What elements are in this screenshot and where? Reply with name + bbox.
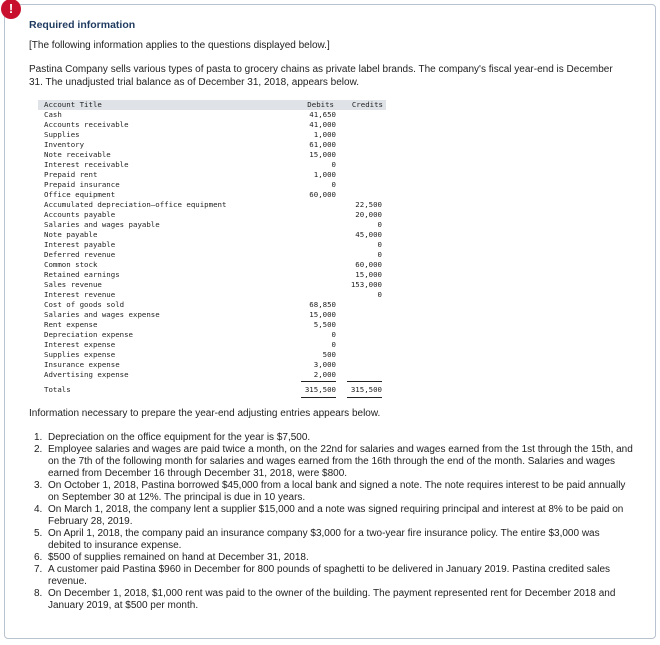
- totals-debit: 315,500: [304, 385, 336, 394]
- account-title: Supplies: [44, 130, 80, 139]
- debit-amount: 0: [331, 160, 336, 169]
- table-row: [38, 240, 386, 250]
- table-row: [38, 180, 386, 190]
- table-row: [38, 370, 386, 380]
- list-item: [34, 528, 634, 552]
- list-item: [34, 480, 634, 504]
- debit-amount: 41,000: [309, 120, 336, 129]
- table-header: [38, 100, 386, 110]
- table-row: [38, 330, 386, 340]
- account-title: Salaries and wages expense: [44, 310, 160, 319]
- debit-amount: 15,000: [309, 310, 336, 319]
- adjusting-info-list: [34, 432, 634, 612]
- account-title: Depreciation expense: [44, 330, 133, 339]
- table-row: [38, 260, 386, 270]
- account-title: Note receivable: [44, 150, 111, 159]
- table-row: [38, 140, 386, 150]
- item-text: Employee salaries and wages are paid twice a month, on the 22nd for salaries and wages earned from the 1st through the 15th, and on the 7th of the following month for salaries and wages earned from the 16th through the end of the month. Salaries and wages earned from December 16 through December 31, 2018, were $800.: [48, 444, 633, 479]
- credit-amount: 0: [377, 250, 382, 259]
- list-item: [34, 564, 634, 588]
- account-title: Prepaid insurance: [44, 180, 120, 189]
- table-row: [38, 340, 386, 350]
- item-number: 3.: [34, 480, 43, 491]
- account-title: Cash: [44, 110, 62, 119]
- account-title: Interest payable: [44, 240, 116, 249]
- debit-amount: 1,000: [313, 130, 336, 139]
- table-row: [38, 210, 386, 220]
- account-title: Deferred revenue: [44, 250, 116, 259]
- header-debits: Debits: [307, 100, 334, 109]
- credit-amount: 0: [377, 220, 382, 229]
- totals-credit: 315,500: [350, 385, 382, 394]
- credit-amount: 22,500: [355, 200, 382, 209]
- table-row: [38, 350, 386, 360]
- account-title: Office equipment: [44, 190, 116, 199]
- table-row: [38, 290, 386, 300]
- table-row: [38, 270, 386, 280]
- totals-label: Totals: [44, 385, 71, 394]
- account-title: Prepaid rent: [44, 170, 98, 179]
- credit-amount: 153,000: [350, 280, 382, 289]
- list-item: [34, 588, 634, 612]
- item-number: 1.: [34, 432, 43, 443]
- item-text: On December 1, 2018, $1,000 rent was paid to the owner of the building. The payment represented rent for December 2018 and January 2019, at $500 per month.: [48, 588, 616, 611]
- debit-amount: 0: [331, 340, 336, 349]
- credit-underline: [347, 381, 382, 382]
- account-title: Supplies expense: [44, 350, 116, 359]
- table-row: [38, 160, 386, 170]
- table-row: [38, 150, 386, 160]
- debit-amount: 15,000: [309, 150, 336, 159]
- account-title: Interest revenue: [44, 290, 116, 299]
- debit-amount: 0: [331, 330, 336, 339]
- account-title: Insurance expense: [44, 360, 120, 369]
- account-title: Accumulated depreciation—office equipment: [44, 200, 227, 209]
- account-title: Interest expense: [44, 340, 116, 349]
- list-item: [34, 552, 634, 564]
- account-title: Inventory: [44, 140, 85, 149]
- debit-underline: [301, 381, 336, 382]
- credit-amount: 15,000: [355, 270, 382, 279]
- account-title: Salaries and wages payable: [44, 220, 160, 229]
- item-number: 5.: [34, 528, 43, 539]
- table-row: [38, 300, 386, 310]
- item-text: $500 of supplies remained on hand at December 31, 2018.: [48, 552, 309, 563]
- item-text: On March 1, 2018, the company lent a supplier $15,000 and a note was signed requiring principal and interest at 8% to be paid on February 28, 2019.: [48, 504, 624, 527]
- account-title: Rent expense: [44, 320, 98, 329]
- debit-amount: 2,000: [313, 370, 336, 379]
- table-row: [38, 320, 386, 330]
- table-row: [38, 110, 386, 120]
- totals-row: [38, 384, 386, 396]
- credit-amount: 0: [377, 290, 382, 299]
- trial-balance-table: [38, 100, 386, 396]
- table-row: [38, 120, 386, 130]
- debit-amount: 68,850: [309, 300, 336, 309]
- section-title: Required information: [29, 19, 136, 31]
- item-text: A customer paid Pastina $960 in December for 800 pounds of spaghetti to be delivered in January 2019. Pastina credited sales revenue.: [48, 564, 611, 587]
- table-row: [38, 130, 386, 140]
- item-number: 8.: [34, 588, 43, 599]
- account-title: Common stock: [44, 260, 98, 269]
- account-title: Advertising expense: [44, 370, 129, 379]
- debit-amount: 60,000: [309, 190, 336, 199]
- header-account-title: Account Title: [44, 100, 102, 109]
- applies-note: [The following information applies to the questions displayed below.]: [29, 40, 330, 51]
- credit-double-underline: [347, 397, 382, 398]
- credit-amount: 60,000: [355, 260, 382, 269]
- list-item: [34, 504, 634, 528]
- item-number: 7.: [34, 564, 43, 575]
- alert-icon: !: [1, 0, 21, 19]
- account-title: Cost of goods sold: [44, 300, 125, 309]
- debit-amount: 3,000: [313, 360, 336, 369]
- table-row: [38, 250, 386, 260]
- table-row: [38, 310, 386, 320]
- item-number: 4.: [34, 504, 43, 515]
- account-title: Note payable: [44, 230, 98, 239]
- item-text: On October 1, 2018, Pastina borrowed $45,000 from a local bank and signed a note. The note requires interest to be paid annually on September 30 at 12%. The principal is due in 10 years.: [48, 480, 626, 503]
- list-item: [34, 444, 634, 480]
- debit-double-underline: [301, 397, 336, 398]
- credit-amount: 45,000: [355, 230, 382, 239]
- debit-amount: 41,650: [309, 110, 336, 119]
- credit-amount: 0: [377, 240, 382, 249]
- table-row: [38, 170, 386, 180]
- account-title: Retained earnings: [44, 270, 120, 279]
- debit-amount: 61,000: [309, 140, 336, 149]
- item-number: 2.: [34, 444, 43, 455]
- header-credits: Credits: [351, 100, 383, 109]
- account-title: Accounts payable: [44, 210, 116, 219]
- credit-amount: 20,000: [355, 210, 382, 219]
- account-title: Sales revenue: [44, 280, 102, 289]
- table-row: [38, 230, 386, 240]
- info-heading: Information necessary to prepare the year-end adjusting entries appears below.: [29, 408, 381, 419]
- table-row: [38, 200, 386, 210]
- table-row: [38, 280, 386, 290]
- account-title: Accounts receivable: [44, 120, 129, 129]
- item-text: On April 1, 2018, the company paid an insurance company $3,000 for a two-year fire insurance policy. The entire $3,000 was debited to insurance expense.: [48, 528, 600, 551]
- debit-amount: 0: [331, 180, 336, 189]
- table-row: [38, 360, 386, 370]
- table-row: [38, 220, 386, 230]
- item-number: 6.: [34, 552, 43, 563]
- account-title: Interest receivable: [44, 160, 129, 169]
- item-text: Depreciation on the office equipment for the year is $7,500.: [48, 432, 311, 443]
- debit-amount: 1,000: [313, 170, 336, 179]
- debit-amount: 500: [322, 350, 336, 359]
- table-row: [38, 190, 386, 200]
- debit-amount: 5,500: [313, 320, 336, 329]
- intro-paragraph: Pastina Company sells various types of pasta to grocery chains as private label brands. The company's fiscal year-end is December 31. The unadjusted trial balance as of December 31, 2018, appears below.: [29, 64, 613, 88]
- list-item: [34, 432, 634, 444]
